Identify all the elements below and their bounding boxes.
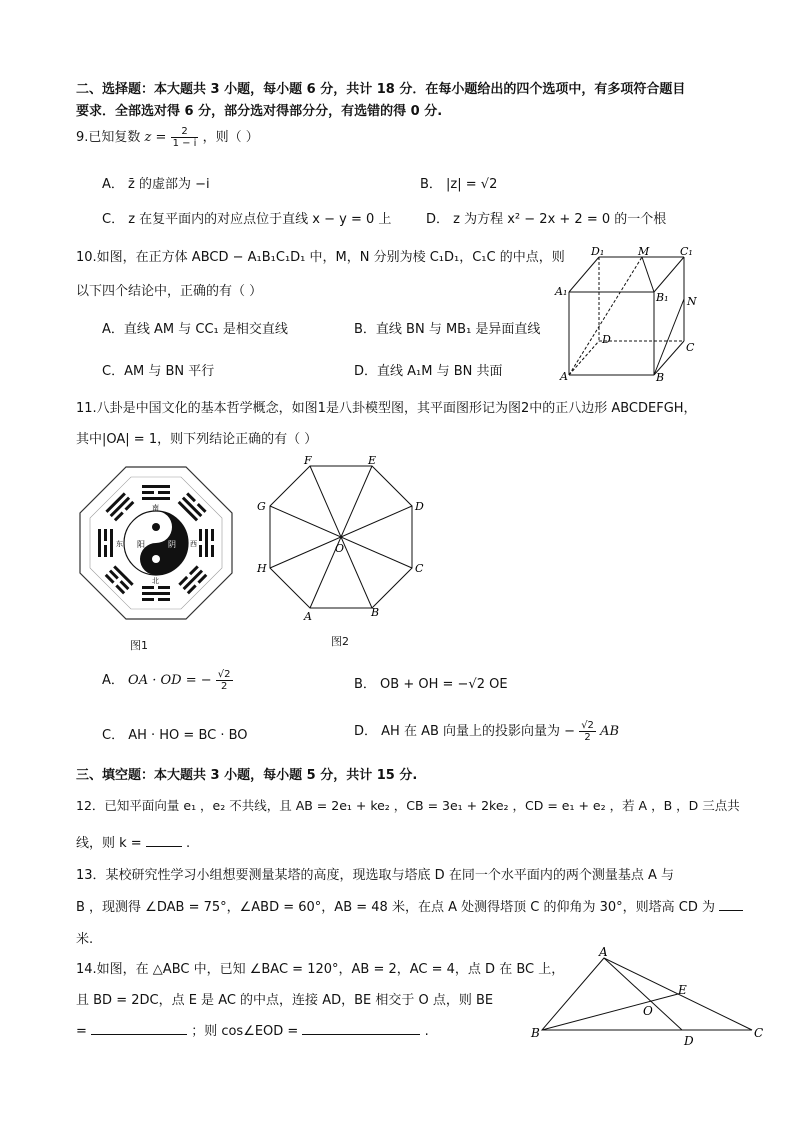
q10-option-b[interactable]: B．直线 BN 与 MB₁ 是异面直线 [354, 322, 541, 337]
fig2-caption: 图2 [331, 635, 349, 648]
cube-label-a1: A₁ [555, 285, 568, 298]
tri-label-d: D [684, 1034, 694, 1048]
q14-stem-line1: 14.如图，在 △ABC 中，已知 ∠BAC = 120°，AB = 2，AC = 4，点 D 在 BC 上， [76, 962, 565, 977]
q14-stem-line3: = ；则 cos∠EOD = . [76, 1024, 429, 1039]
q10-option-c[interactable]: C．AM 与 BN 平行 [102, 364, 215, 379]
q9-fraction: $\frac{2}{1 - i}$ [172, 126, 197, 149]
q13-answer-blank[interactable] [719, 898, 743, 911]
oct-label-c: C [415, 562, 424, 575]
oct-label-d: D [415, 500, 424, 513]
q11-stem-line1: 11.八卦是中国文化的基本哲学概念，如图1是八卦模型图，其平面图形记为图2中的正八边形 ABCDEFGH， [76, 401, 697, 416]
cube-label-a: A [560, 370, 568, 383]
bagua-figure [76, 463, 236, 623]
q14-answer-blank-1[interactable] [91, 1022, 187, 1035]
oct-label-h: H [257, 562, 267, 575]
bagua-dir-east: 东 [116, 540, 123, 548]
bagua-dir-south: 南 [152, 504, 159, 512]
cube-label-b: B [656, 371, 665, 384]
q10-option-d[interactable]: D．直线 A₁M 与 BN 共面 [354, 364, 503, 379]
triangle-figure [528, 946, 768, 1050]
bagua-yang-label: 阳 [137, 540, 145, 549]
oct-label-o: O [335, 542, 345, 555]
tri-label-b: B [531, 1026, 540, 1040]
cube-label-m: M [638, 245, 650, 258]
q9-option-d[interactable]: D． z 为方程 x² − 2x + 2 = 0 的一个根 [426, 212, 667, 227]
q9-option-a[interactable]: A． z̄ 的虚部为 −i [102, 177, 210, 192]
q14-stem-line2: 且 BD = 2DC，点 E 是 AC 的中点，连接 AD，BE 相交于 O 点，则 BE [76, 993, 494, 1008]
q10-option-a[interactable]: A．直线 AM 与 CC₁ 是相交直线 [102, 322, 288, 337]
q12-stem-line1: 12．已知平面向量 e₁ ，e₂ 不共线，且 AB = 2e₁ + ke₂ ，CB = 3e₁ + 2ke₂ ，CD = e₁ + e₂ ，若 A ，B ，D 三点共 [76, 798, 740, 813]
bagua-dir-north: 北 [152, 577, 159, 585]
cube-label-d1: D₁ [591, 245, 605, 258]
oct-label-b: B [371, 606, 380, 619]
q10-stem-line1: 10.如图，在正方体 ABCD − A₁B₁C₁D₁ 中，M，N 分别为棱 C₁D₁，C₁C 的中点，则 [76, 250, 565, 265]
q11-option-c[interactable]: C． AH · HO = BC · BO [102, 728, 248, 743]
cube-label-d: D [602, 333, 611, 346]
q11-option-a[interactable]: A． OA · OD = − $\frac{√2}{2}$ [102, 669, 231, 692]
cube-figure [554, 245, 704, 385]
tri-label-c: C [754, 1026, 764, 1040]
oct-label-g: G [257, 500, 266, 513]
cube-label-n: N [687, 295, 697, 308]
section2-heading-line1: 二、选择题：本大题共 3 小题，每小题 6 分，共计 18 分．在每小题给出的四个选项中，有多项符合题目 [76, 82, 686, 97]
cube-label-c: C [686, 341, 695, 354]
bagua-yin-label: 阴 [168, 540, 176, 549]
q10-stem-line2: 以下四个结论中，正确的有（ ） [76, 284, 263, 299]
octagon-figure [252, 452, 432, 622]
q13-stem-line1: 13．某校研究性学习小组想要测量某塔的高度，现选取与塔底 D 在同一个水平面内的两个测量基点 A 与 [76, 868, 674, 883]
section2-heading-line2: 要求．全部选对得 6 分，部分选对得部分分，有选错的得 0 分. [76, 104, 443, 119]
q9-stem: 9.已知复数 z = $\frac{2}{1 - i}$ ，则（ ） [76, 126, 259, 149]
q11-stem-line2: 其中|OA| = 1，则下列结论正确的有（ ） [76, 432, 318, 447]
q9-option-b[interactable]: B． |z| = √2 [420, 177, 498, 192]
bagua-dir-west: 西 [190, 540, 197, 548]
cube-label-c1: C₁ [680, 245, 693, 258]
q13-stem-line2: B ，现测得 ∠DAB = 75°，∠ABD = 60°，AB = 48 米，在点 A 处测得塔顶 C 的仰角为 30°，则塔高 CD 为 [76, 896, 743, 915]
tri-label-e: E [678, 983, 687, 997]
section3-heading: 三、填空题：本大题共 3 小题，每小题 5 分，共计 15 分. [76, 768, 418, 783]
q12-stem-line2: 线，则 k = . [76, 836, 191, 851]
q11-option-d[interactable]: D． AH 在 AB 向量上的投影向量为 − $\frac{√2}{2}$ AB [354, 720, 620, 743]
q12-answer-blank[interactable] [146, 834, 182, 847]
oct-label-e: E [368, 454, 377, 467]
q11-option-b[interactable]: B． OB + OH = −√2 OE [354, 677, 508, 692]
q14-answer-blank-2[interactable] [302, 1022, 420, 1035]
tri-label-o: O [643, 1004, 653, 1018]
fig1-caption: 图1 [130, 639, 148, 652]
q9-option-c[interactable]: C． z 在复平面内的对应点位于直线 x − y = 0 上 [102, 212, 392, 227]
q13-stem-line3: 米. [76, 932, 94, 947]
oct-label-f: F [304, 454, 312, 467]
oct-label-a: A [304, 610, 312, 622]
cube-label-b1: B₁ [656, 291, 669, 304]
tri-label-a: A [599, 946, 608, 959]
